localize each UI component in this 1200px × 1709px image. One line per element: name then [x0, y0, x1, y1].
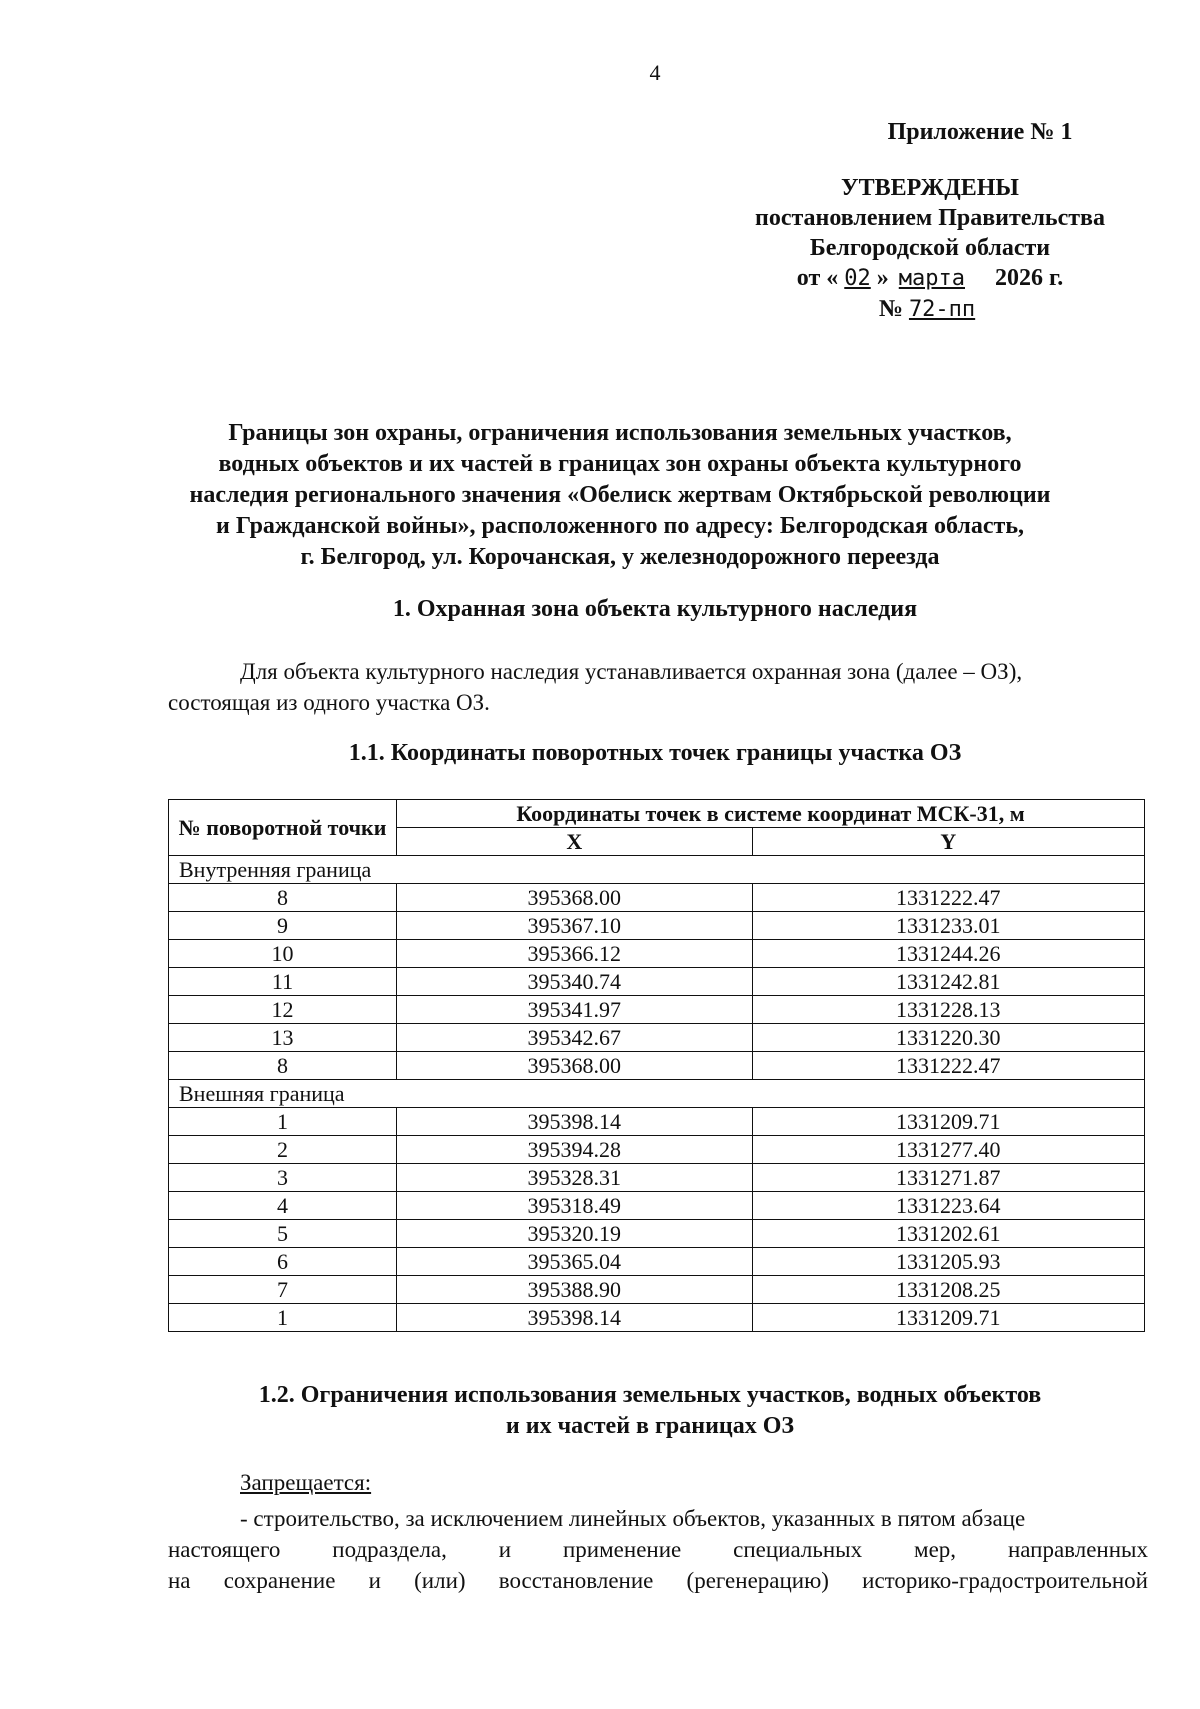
point-number: 6	[169, 1248, 397, 1276]
table-row	[169, 1192, 1145, 1220]
table-row	[169, 1024, 1145, 1052]
coord-x: 395388.90	[397, 1276, 753, 1304]
title-line-5: г. Белгород, ул. Корочанская, у железнодорожного переезда	[300, 544, 940, 570]
approved-label: УТВЕРЖДЕНЫ	[841, 175, 1019, 201]
point-number: 8	[169, 1052, 397, 1080]
col-header-coords: Координаты точек в системе координат МСК-31, м	[397, 800, 1145, 828]
coord-y: 1331223.64	[752, 1192, 1144, 1220]
approval-line-1: постановлением Правительства	[754, 205, 1105, 231]
point-number: 4	[169, 1192, 397, 1220]
table-row	[169, 940, 1145, 968]
coord-x: 395341.97	[397, 996, 753, 1024]
point-number: 9	[169, 912, 397, 940]
section-1-line-2: состоящая из одного участка ОЗ.	[168, 690, 490, 715]
outer-boundary-label: Внешняя граница	[169, 1080, 1145, 1108]
approval-number	[700, 294, 1160, 325]
number-value: 72-пп	[908, 297, 976, 322]
col-header-point: № поворотной точки	[169, 800, 397, 856]
coord-y: 1331222.47	[752, 884, 1144, 912]
section-1-2-heading-line-1: 1.2. Ограничения использования земельных участков, водных объектов	[258, 1382, 1042, 1408]
point-number: 13	[169, 1024, 397, 1052]
section-1-2-line-3: на сохранение и (или) восстановление (регенерацию) историко-градостроительной	[168, 1568, 1148, 1593]
title-line-2: водных объектов и их частей в границах зон охраны объекта культурного	[218, 451, 1022, 477]
section-1-2-paragraph	[168, 1503, 1148, 1596]
coord-x: 395320.19	[397, 1220, 753, 1248]
section-1-2-heading	[170, 1380, 1130, 1442]
table-row	[169, 1276, 1145, 1304]
coord-x: 395342.67	[397, 1024, 753, 1052]
annex-label: Приложение № 1	[887, 119, 1073, 145]
table-heading: 1.1. Координаты поворотных точек границы участка ОЗ	[348, 740, 962, 766]
coord-y: 1331233.01	[752, 912, 1144, 940]
coord-x: 395368.00	[397, 1052, 753, 1080]
coord-x: 395368.00	[397, 884, 753, 912]
coord-y: 1331242.81	[752, 968, 1144, 996]
date-mid: »	[876, 265, 889, 291]
page-number: 4	[649, 60, 661, 85]
section-1-line-1: Для объекта культурного наследия устанавливается охранная зона (далее – ОЗ),	[240, 659, 1023, 684]
table-row	[169, 1164, 1145, 1192]
coord-y: 1331209.71	[752, 1304, 1144, 1332]
coord-y: 1331202.61	[752, 1220, 1144, 1248]
coord-x: 395365.04	[397, 1248, 753, 1276]
section-1-2-heading-line-2: и их частей в границах ОЗ	[505, 1413, 795, 1439]
coord-y: 1331277.40	[752, 1136, 1144, 1164]
section-1-2-line-2: настоящего подраздела, и применение специальных мер, направленных	[168, 1537, 1148, 1562]
point-number: 2	[169, 1136, 397, 1164]
table-row	[169, 1220, 1145, 1248]
date-prefix: от «	[796, 265, 839, 291]
section-1-heading: 1. Охранная зона объекта культурного наследия	[392, 596, 918, 622]
point-number: 1	[169, 1108, 397, 1136]
inner-boundary-label: Внутренняя граница	[169, 856, 1145, 884]
coord-y: 1331209.71	[752, 1108, 1144, 1136]
prohibited-label: Запрещается:	[240, 1470, 372, 1495]
coord-x: 395340.74	[397, 968, 753, 996]
approval-block	[700, 117, 1160, 325]
title-line-4: и Гражданской войны», расположенного по адресу: Белгородская область,	[215, 513, 1025, 539]
coord-y: 1331228.13	[752, 996, 1144, 1024]
coord-y: 1331244.26	[752, 940, 1144, 968]
table-row	[169, 996, 1145, 1024]
point-number: 12	[169, 996, 397, 1024]
coord-y: 1331220.30	[752, 1024, 1144, 1052]
point-number: 5	[169, 1220, 397, 1248]
point-number: 10	[169, 940, 397, 968]
section-1-2-line-1: - строительство, за исключением линейных объектов, указанных в пятом абзаце	[240, 1506, 1026, 1531]
col-header-x: X	[397, 828, 753, 856]
table-row	[169, 1304, 1145, 1332]
point-number: 8	[169, 884, 397, 912]
point-number: 3	[169, 1164, 397, 1192]
approval-line-2: Белгородской области	[809, 235, 1051, 261]
coord-x: 395318.49	[397, 1192, 753, 1220]
coord-x: 395366.12	[397, 940, 753, 968]
col-header-y: Y	[752, 828, 1144, 856]
title-line-3: наследия регионального значения «Обелиск жертвам Октябрьской революции	[189, 482, 1051, 508]
table-row	[169, 912, 1145, 940]
table-row	[169, 1136, 1145, 1164]
coord-y: 1331205.93	[752, 1248, 1144, 1276]
coord-y: 1331222.47	[752, 1052, 1144, 1080]
title-line-1: Границы зон охраны, ограничения использования земельных участков,	[228, 420, 1012, 446]
table-row	[169, 1248, 1145, 1276]
table-row	[169, 968, 1145, 996]
point-number: 1	[169, 1304, 397, 1332]
point-number: 11	[169, 968, 397, 996]
table-row	[169, 884, 1145, 912]
section-1-paragraph	[168, 656, 1148, 718]
table-row	[169, 1108, 1145, 1136]
number-prefix: №	[878, 296, 903, 322]
coord-x: 395394.28	[397, 1136, 753, 1164]
document-title	[120, 418, 1120, 573]
coord-x: 395367.10	[397, 912, 753, 940]
date-year: 2026 г.	[995, 265, 1064, 291]
coordinates-table	[168, 799, 1145, 1332]
coord-x: 395328.31	[397, 1164, 753, 1192]
date-day: 02	[844, 266, 871, 291]
coord-x: 395398.14	[397, 1304, 753, 1332]
table-row	[169, 1052, 1145, 1080]
point-number: 7	[169, 1276, 397, 1304]
date-month: марта	[898, 266, 965, 291]
approval-date	[700, 263, 1160, 294]
coord-y: 1331208.25	[752, 1276, 1144, 1304]
coord-y: 1331271.87	[752, 1164, 1144, 1192]
coord-x: 395398.14	[397, 1108, 753, 1136]
